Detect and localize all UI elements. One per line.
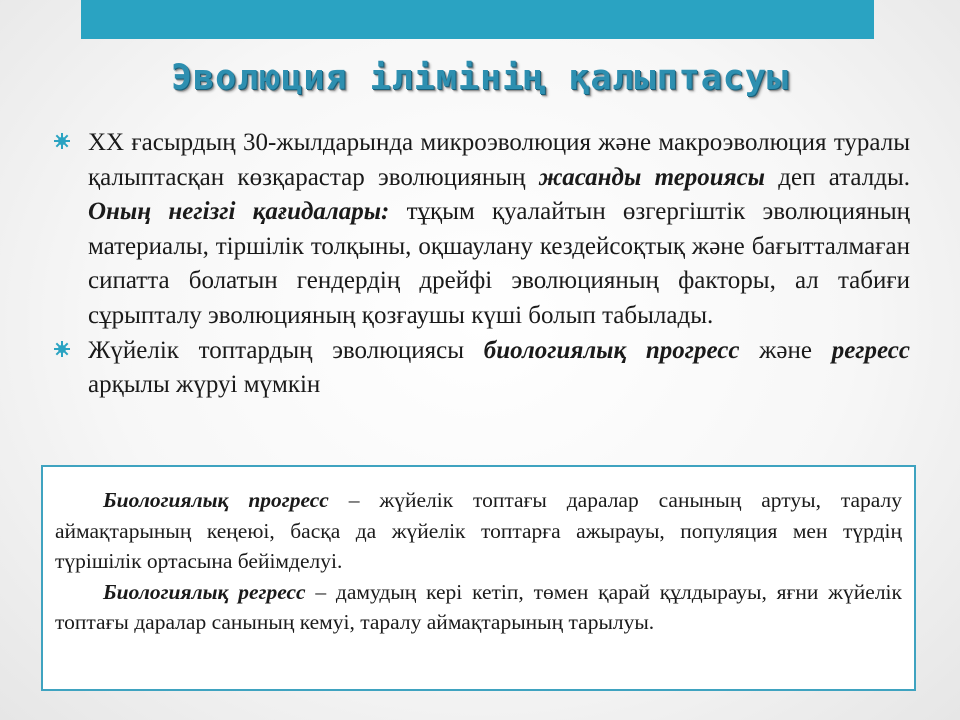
star-bullet-icon <box>54 133 70 149</box>
bullet-text: арқылы жүруі мүмкін <box>88 371 321 399</box>
bullet-emphasis: Оның негізгі қағидалары: <box>88 198 390 226</box>
definition-regress <box>55 577 902 638</box>
bullet-emphasis: биологиялық прогресс <box>483 336 740 364</box>
definition-text: – дамудың кері кетіп, төмен қарай құлдырауы, яғни жүйелік топтағы даралар санының кемуі, таралу аймақтарының тарылуы. <box>55 579 902 634</box>
bullet-text: деп аталды. <box>765 163 910 191</box>
bullet-text: тұқым қуалайтын өзгергіштік эволюцияның материалы, тіршілік толқыны, оқшаулану кездейсоқтық және бағытталмаған сипатта болатын гендердің дрейфі эволюцияның факторы, ал табиғи сұрыпталу эволюцияның қозғаушы күші болып табылады. <box>88 198 910 329</box>
bullet-text: XX ғасырдың 30-жылдарында микроэволюция және макроэволюция туралы қалыптасқан көзқарастар эволюцияның <box>88 129 910 191</box>
definition-text: – жүйелік топтағы даралар санының артуы, таралу аймақтарының кеңеюі, басқа да жүйелік топтарға ажырауы, популяция мен түрдің түрішілік ортасына бейімделуі. <box>55 488 902 573</box>
definition-term: Биологиялық регресс <box>103 579 306 604</box>
bullet-text: Жүйелік топтардың эволюциясы <box>88 336 484 364</box>
bullet-emphasis: жасанды тероиясы <box>538 163 766 191</box>
bullet-list <box>52 126 910 403</box>
slide-title: Эволюция ілімінің қалыптасуы <box>170 58 789 98</box>
bullet-item <box>52 334 910 403</box>
bullet-emphasis: регресс <box>831 336 910 364</box>
top-accent-bar <box>81 0 874 39</box>
star-bullet-icon <box>54 341 70 357</box>
bullet-item <box>52 126 910 334</box>
definition-box <box>41 465 916 691</box>
bullet-text: және <box>739 336 832 364</box>
definition-progress <box>55 485 902 577</box>
definition-term: Биологиялық прогресс <box>103 488 329 512</box>
